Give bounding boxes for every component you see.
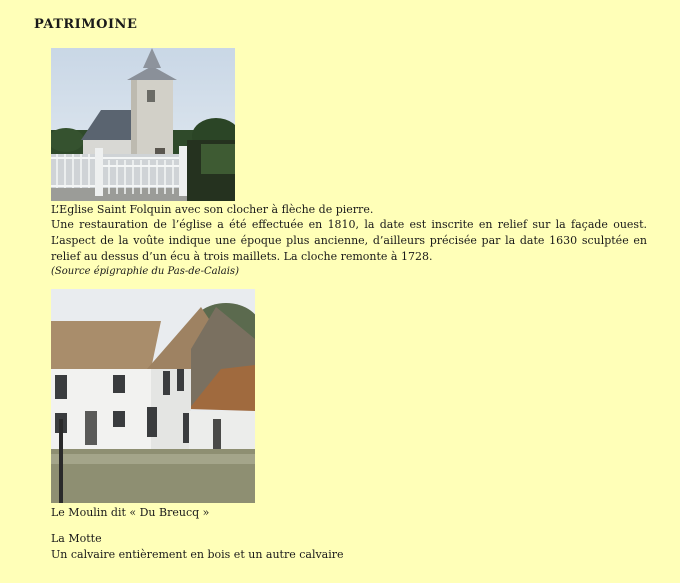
- church-description: Une restauration de l’église a été effectuée en 1810, la date est inscrite en relief sur la façade ouest. L’aspect de la voûte indique une époque plus ancienne, d’ailleurs précisée par la date 1630 sculptée en relief au dessus d’un écu à trois maillets. La cloche remonte à 1728.: [51, 218, 647, 263]
- church-caption: L’Eglise Saint Folquin avec son clocher à flèche de pierre.: [51, 203, 374, 216]
- church-photo: [51, 48, 235, 201]
- source-note: (Source épigraphie du Pas-de-Calais): [51, 266, 239, 277]
- motte-text: Un calvaire entièrement en bois et un autre calvaire: [51, 548, 344, 561]
- motte-title: La Motte: [51, 532, 102, 545]
- mill-photo: [51, 289, 255, 503]
- mill-caption: Le Moulin dit « Du Breucq »: [51, 506, 210, 519]
- page-title: PATRIMOINE: [34, 17, 138, 32]
